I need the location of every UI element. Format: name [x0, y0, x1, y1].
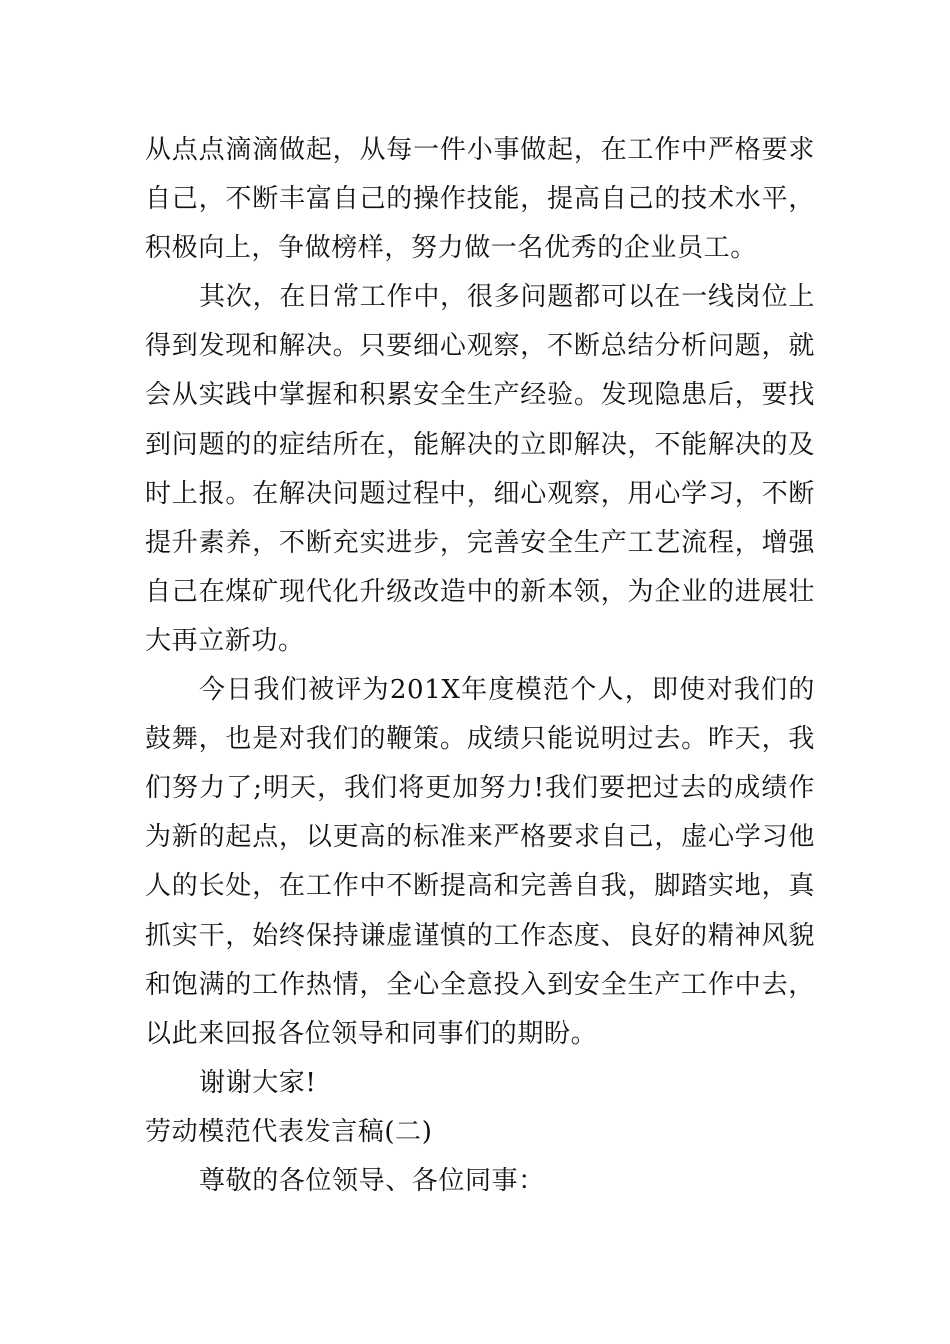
paragraph-second: 其次，在日常工作中，很多问题都可以在一线岗位上得到发现和解决。只要细心观察，不断总结分析问题，就会从实践中掌握和积累安全生产经验。发现隐患后，要找到问题的的症结所在，能解决的立即解决，不能解决的及时上报。在解决问题过程中，细心观察，用心学习，不断提升素养，不断充实进步，完善安全生产工艺流程，增强自己在煤矿现代化升级改造中的新本领，为企业的进展壮大再立新功。	[145, 282, 815, 656]
paragraph-award: 今日我们被评为201X年度模范个人，即使对我们的鼓舞，也是对我们的鞭策。成绩只能说明过去。昨天，我们努力了;明天，我们将更加努力!我们要把过去的成绩作为新的起点，以更高的标准来严格要求自己，虚心学习他人的长处，在工作中不断提高和完善自我，脚踏实地，真抓实干，始终保持谦虚谨慎的工作态度、良好的精神风貌和饱满的工作热情，全心全意投入到安全生产工作中去，以此来回报各位领导和同事们的期盼。	[145, 675, 815, 1049]
paragraph-continuation: 从点点滴滴做起，从每一件小事做起，在工作中严格要求自己，不断丰富自己的操作技能，提高自己的技术水平，积极向上，争做榜样，努力做一名优秀的企业员工。	[145, 135, 815, 264]
document-body	[145, 126, 815, 1206]
section-title: 劳动模范代表发言稿(二)	[145, 1116, 433, 1147]
paragraph-thanks: 谢谢大家!	[199, 1067, 317, 1098]
salutation: 尊敬的各位领导、各位同事：	[199, 1165, 545, 1196]
